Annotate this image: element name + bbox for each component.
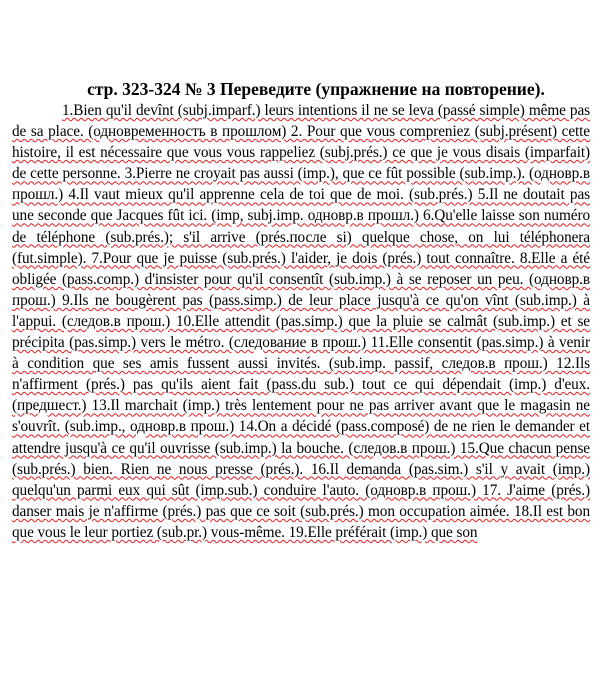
exercise-heading: стр. 323-324 № 3 Переведите (упражнение на повторение).	[87, 79, 545, 99]
exercise-text	[12, 100, 590, 543]
exercise-paragraph: 1.Bien qu'il devînt (subj.imparf.) leurs intentions il ne se leva (passé simple) même pas de sa place. (одновременность в прошлом) 2. Pour que vous compreniez (subj.présent) cette histoire, il est nécessaire que vous vous rappeliez (subj.prés.) ce que je vous disais (imparfait) de cette personne. 3.Pierre ne croyait pas aussi (imp.), que ce fût possible (sub.imp.). (одновр.в прошл.) 4.Il vaut mieux qu'il apprenne cela de toi que de moi. (sub.prés.) 5.Il ne doutait pas une seconde que Jacques fût ici. (imp, subj.imp. одновр.в прошл.) 6.Qu'elle laisse son numéro de téléphone (sub.prés.); s'il arrive (prés.после si) quelque chose, on lui téléphonera (fut.simple). 7.Pour que je puisse (sub.prés.) l'aider, je dois (prés.) tout connaître. 8.Elle a été obligée (pass.comp.) d'insister pour qu'il consentît (sub.imp.) à se reposer un peu. (одновр.в прош.) 9.Ils ne bougèrent pas (pass.simp.) de leur place jusqu'à ce qu'on vînt (sub.imp.) à l'appui. (следов.в прош.) 10.Elle attendit (pas.simp.) que la pluie se calmât (sub.imp.) et se précipita (pas.simp.) vers le métro. (следование в прош.) 11.Elle consentit (pas.simp.) à venir à condition que ses amis fussent aussi invités. (sub.imp. passif, следов.в прош.) 12.Ils n'affirment (prés.) pas qu'ils aient fait (pass.du sub.) tout ce qui dépendait (imp.) d'eux.(предшест.) 13.Il marchait (imp.) très lentement pour ne pas arriver avant que le magasin ne s'ouvrît. (sub.imp., одновр.в прош.) 14.On a décidé (pass.composé) de ne rien le demander et attendre jusqu'à ce qu'il ouvrisse (sub.imp.) la bouche. (следов.в прош.) 15.Que chacun pense (sub.prés.) bien. Rien ne nous presse (prés.). 16.Il demanda (pas.sim.) s'il y avait (imp.) quelqu'un parmi eux qui sût (imp.sub.) conduire l'auto. (одновр.в прош.) 17. J'aime (prés.) danser mais je n'affirme (prés.) pas que ce soit (sub.prés.) mon occupation aimée. 18.Il est bon que vous le leur portiez (sub.pr.) vous-même. 19.Elle préférait (imp.) que son	[12, 102, 590, 541]
